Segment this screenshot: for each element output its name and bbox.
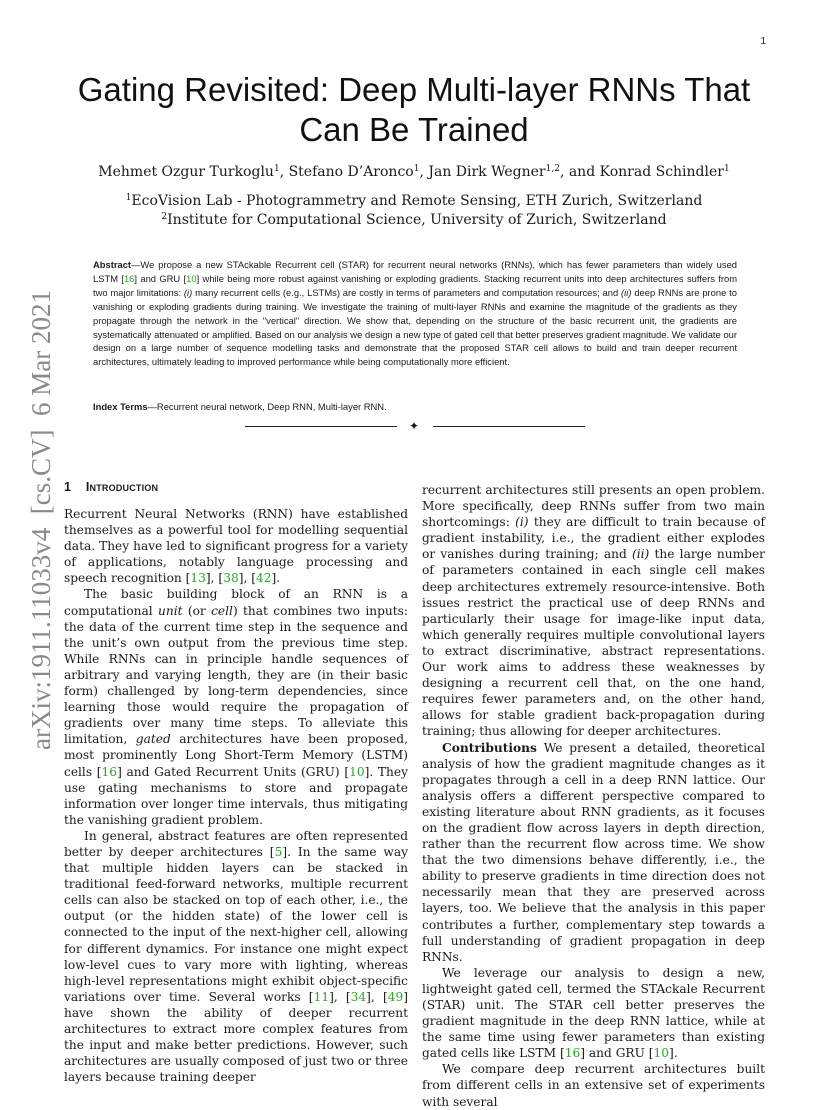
index-terms <box>93 400 737 413</box>
abstract-text: ] and GRU [ <box>134 272 187 284</box>
divider-line-left <box>245 426 397 427</box>
body-text: We compare deep recurrent architectures built from different cells in an extensive set of experiments with several <box>422 1062 765 1109</box>
paragraph <box>64 506 408 586</box>
body-text: We leverage our analysis to design a new, lightweight gated cell, termed the STAckale Recurrent (STAR) unit. The STAR cell better preserves the gradient magnitude in the deep RNN lattice, while at the same time using fewer parameters than existing gated cells like LSTM [ <box>422 965 765 1061</box>
author-affiliation-mark: 1 <box>413 164 420 174</box>
body-text: ], [ <box>329 989 351 1004</box>
body-text: ] and GRU [ <box>580 1046 654 1061</box>
abstract-enum: (i) <box>183 286 193 298</box>
author-separator: , and <box>559 164 600 180</box>
affiliation-list <box>60 192 768 230</box>
citation-link[interactable]: 38 <box>223 571 239 586</box>
author-name: Mehmet Ozgur Turkoglu <box>98 164 274 180</box>
paragraph <box>64 828 408 1086</box>
author-affiliation-mark: 1,2 <box>545 164 560 174</box>
paragraph <box>422 482 765 740</box>
body-text: the large number of parameters contained in each single cell makes deep architectures extremely resource-intensive. Both issues restrict the practical use of deep RNNs and particularly their usage for image-like input data, which generally requires multiple convolutional layers to extract discriminative, abstract representations. Our work aims to address these weaknesses by designing a recurrent cell that, on the one hand, requires fewer parameters and, on the other hand, allows for stable gradient back-propagation during training; thus allowing for deeper architectures. <box>422 547 765 739</box>
left-column <box>64 506 408 1085</box>
section-divider <box>245 419 585 433</box>
arxiv-id-text: arXiv:1911.11033v4 [cs.CV] 6 Mar 2021 <box>26 290 56 750</box>
emphasis-text: (ii) <box>632 547 650 562</box>
arxiv-side-stamp <box>20 286 60 754</box>
citation-link[interactable]: 16 <box>123 272 135 284</box>
body-text: they are difficult to train because of gradient instability, i.e., the gradient either explodes or vanishes during training; and <box>422 515 765 562</box>
abstract <box>93 258 737 369</box>
author-list <box>60 163 768 181</box>
body-text: recurrent architectures still presents an open problem. More specifically, deep RNNs suffer from two main shortcomings: <box>422 483 765 530</box>
author-name: Konrad Schindler <box>599 164 724 180</box>
citation-link[interactable]: 11 <box>313 989 330 1004</box>
body-text: ]. <box>669 1046 678 1061</box>
author-name: Jan Dirk Wegner <box>428 164 546 180</box>
section-title: Introduction <box>85 480 159 494</box>
paragraph <box>422 1061 765 1109</box>
citation-link[interactable]: 49 <box>387 989 404 1004</box>
run-in-heading: Contributions <box>442 740 537 755</box>
index-terms-text: Recurrent neural network, Deep RNN, Multi-layer RNN. <box>156 401 387 412</box>
body-text: ]. They use gating mechanisms to store and propagate information over longer time intervals, thus mitigating the vanishing gradient problem. <box>64 764 409 827</box>
right-column <box>422 482 765 1110</box>
abstract-dash: — <box>131 259 141 270</box>
affiliation-text: EcoVision Lab - Photogrammetry and Remote Sensing, ETH Zurich, Switzerland <box>131 193 703 209</box>
author-separator: , <box>419 164 429 180</box>
page-number: 1 <box>760 36 766 47</box>
author-name: Stefano D’Aronco <box>288 164 414 180</box>
body-text: The basic building block of an RNN is a computational <box>64 587 408 618</box>
citation-link[interactable]: 42 <box>255 571 272 586</box>
paragraph <box>422 965 765 1062</box>
abstract-label: Abstract <box>93 259 132 270</box>
affiliation-mark: 2 <box>161 212 168 222</box>
affiliation-line <box>60 211 768 230</box>
citation-link[interactable]: 34 <box>350 989 367 1004</box>
section-heading-introduction <box>64 480 158 494</box>
paper-title: Gating Revisited: Deep Multi-layer RNNs That Can Be Trained <box>77 71 751 148</box>
author-affiliation-mark: 1 <box>273 164 280 174</box>
body-text: ], [ <box>366 989 388 1004</box>
citation-link[interactable]: 13 <box>190 571 206 586</box>
divider-diamond-icon: ✦ <box>409 419 420 433</box>
arxiv-side-stamp-svg <box>20 286 60 754</box>
body-text: ]. In the same way that multiple hidden layers can be stacked in traditional feed-forward networks, multiple recurrent cells can also be stacked on top of each other, i.e., the output (or the hidden state) of the lower cell is connected to the input of the next-higher cell, allowing for different dynamics. For instance one might expect low-level cues to vary more with lighting, whereas high-level representations might exhibit object-specific variations over time. Several works [ <box>64 844 409 1004</box>
abstract-text: ] while being more robust against vanishing or exploding gradients. Stacking recurrent units into deep architectures suffers from two major limitations: <box>93 272 738 298</box>
emphasis-text: (i) <box>515 515 529 530</box>
index-terms-dash: — <box>147 401 157 412</box>
body-text: ] and Gated Recurrent Units (GRU) [ <box>117 764 350 779</box>
author-affiliation-mark: 1 <box>723 164 730 174</box>
abstract-text: many recurrent cells (e.g., LSTMs) are costly in terms of parameters and computation resources; and <box>192 286 622 298</box>
body-text: ]. <box>271 571 281 586</box>
affiliation-line <box>60 192 768 211</box>
body-text: ], [ <box>205 571 224 586</box>
citation-link[interactable]: 10 <box>349 764 365 779</box>
author-separator: , <box>279 164 289 180</box>
body-text: ) that combines two inputs: the data of the current time step in the sequence and the unit’s own output from the previous time step. While RNNs can in principle handle sequences of arbitrary and varying length, they are (in their basic form) challenged by long-term dependencies, since learning those would require the propagation of gradients over many time steps. To alleviate this limitation, <box>64 603 408 747</box>
body-text: architectures have been proposed, most prominently Long Short-Term Memory (LSTM) cells [ <box>64 732 408 779</box>
affiliation-text: Institute for Computational Science, University of Zurich, Switzerland <box>167 212 667 228</box>
emphasis-text: cell <box>211 603 233 618</box>
citation-link[interactable]: 16 <box>564 1046 581 1061</box>
citation-link[interactable]: 10 <box>186 272 197 284</box>
affiliation-mark: 1 <box>125 193 132 203</box>
section-number: 1 <box>64 480 72 494</box>
body-text: ] have shown the ability of deeper recurrent architectures to extract more complex features from the input and make better predictions. However, such architectures are usually composed of just two or three layers because training deeper <box>64 989 408 1085</box>
emphasis-text: unit <box>158 603 183 618</box>
paragraph <box>422 740 765 965</box>
body-text: In general, abstract features are often represented better by deeper architectures [ <box>64 828 408 859</box>
abstract-text: We propose a new STAckable Recurrent cell (STAR) for recurrent neural networks (RNNs), which has fewer parameters than widely used LSTM [ <box>93 259 737 284</box>
abstract-text: deep RNNs are prone to vanishing or exploding gradients during training. We investigate the training of multi-layer RNNs and examine the magnitude of the gradients as they propagate through the network in the "vertical" direction. We show that, depending on the structure of the basic recurrent unit, the gradients are systematically attenuated or amplified. Based on our analysis we design a new type of gated cell that better preserves gradient magnitude. We validate our design on a large number of sequence modelling tasks and demonstrate that the proposed STAR cell allows to build and train deeper recurrent architectures, ultimately leading to improved performance while being computationally more efficient. <box>93 286 737 368</box>
emphasis-text: gated <box>135 732 171 747</box>
citation-link[interactable]: 5 <box>274 844 283 859</box>
citation-link[interactable]: 10 <box>653 1046 670 1061</box>
citation-link[interactable]: 16 <box>101 764 118 779</box>
body-text: Recurrent Neural Networks (RNN) have established themselves as a powerful tool for modelling sequential data. They have led to significant progress for a variety of applications, notably language processing and speech recognition [ <box>64 507 408 586</box>
divider-line-right <box>433 426 585 427</box>
paragraph <box>64 586 408 827</box>
body-text: We present a detailed, theoretical analysis of how the gradient magnitude changes as it propagates through a cell in a deep RNN lattice. Our analysis offers a different perspective compared to existing literature about RNN gradients, as it focuses on the gradient flow across layers in depth direction, rather than the recurrent flow across time. We show that the two dimensions behave differently, i.e., the ability to preserve gradients in time direction does not necessarily mean that they are preserved across layers, too. We believe that the analysis in this paper contributes a further, complementary step towards a full understanding of gradient propagation in deep RNNs. <box>422 740 765 964</box>
body-text: ], [ <box>238 571 256 586</box>
index-terms-label: Index Terms <box>93 401 148 412</box>
abstract-enum: (ii) <box>621 286 632 298</box>
body-text: (or <box>182 603 212 618</box>
